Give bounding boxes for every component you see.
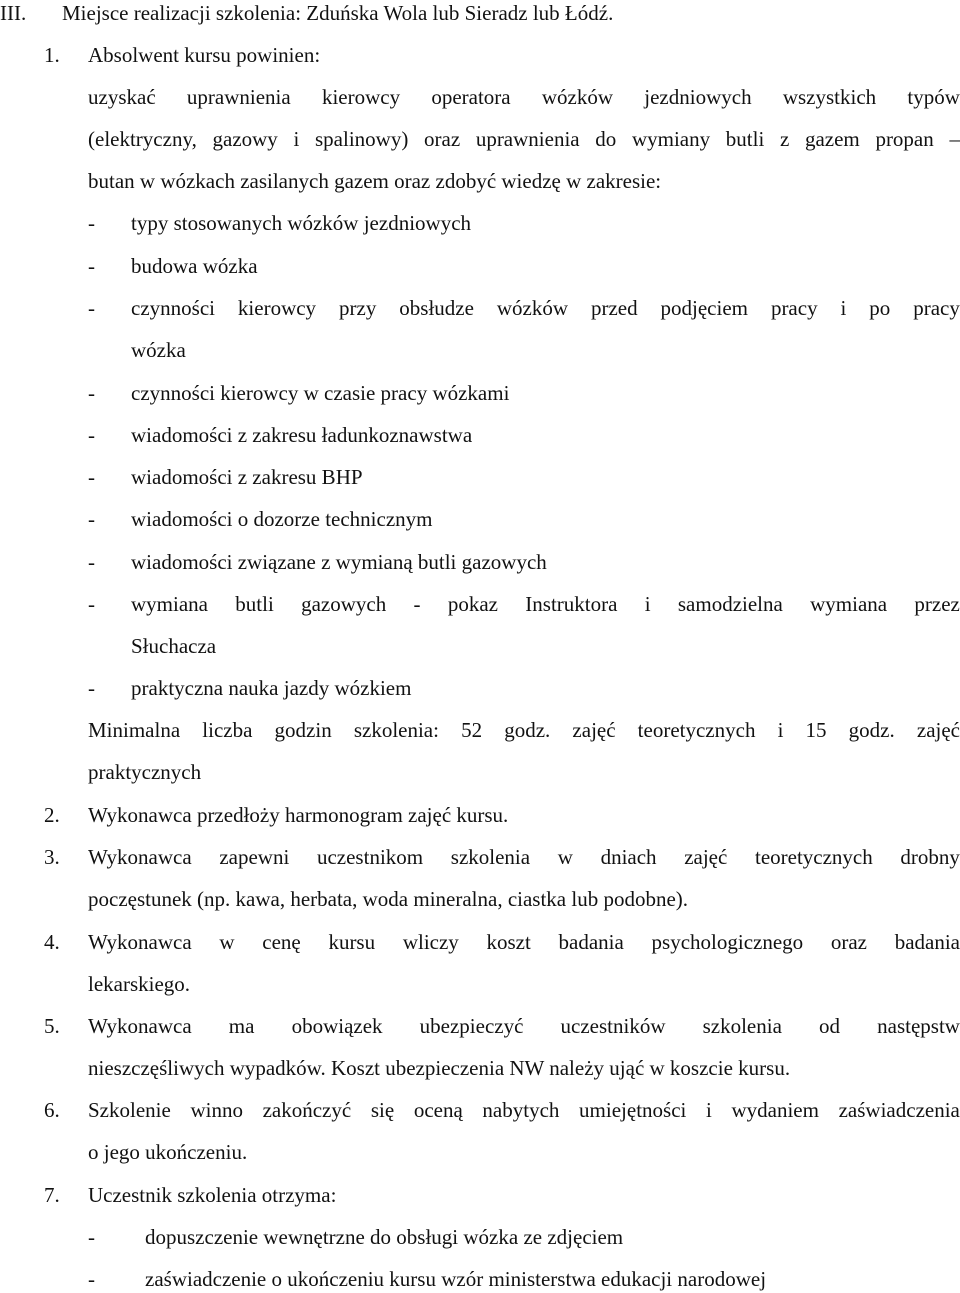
section-title: Miejsce realizacji szkolenia: Zduńska Wola lub Sieradz lub Łódź. [62, 1, 614, 25]
item-number: 5. [44, 1014, 60, 1038]
bullet-dash: - [88, 423, 95, 447]
word: teoretycznych [754, 845, 873, 869]
word: wszystkich [782, 85, 877, 109]
word: godz. [848, 718, 895, 742]
word: wydaniem [731, 1098, 819, 1122]
bullet-dash: - [88, 676, 95, 700]
word: Minimalna [88, 718, 181, 742]
word: uczestników [560, 1014, 666, 1038]
word: kierowcy [321, 85, 401, 109]
bullet-text [131, 594, 960, 615]
word: Wykonawca [88, 845, 192, 869]
bullet-dash: - [88, 1267, 95, 1291]
word: pokaz [447, 592, 498, 616]
item-text [88, 1016, 960, 1037]
word: gazowy [212, 127, 278, 151]
word: gazem [804, 127, 860, 151]
word: butli [725, 127, 765, 151]
word: typów [907, 85, 960, 109]
item-text: lekarskiego. [88, 972, 191, 996]
word: koszt [486, 930, 531, 954]
word: Wykonawca [88, 930, 192, 954]
word: i [777, 718, 784, 742]
bullet-text: dopuszczenie wewnętrzne do obsługi wózka ze zdjęciem [145, 1225, 624, 1249]
word: wymiany [631, 127, 711, 151]
word: spalinowy) [315, 127, 409, 151]
item-text: o jego ukończeniu. [88, 1140, 248, 1164]
word: wymiana [131, 592, 208, 616]
word: w [557, 845, 573, 869]
word: Instruktora [525, 592, 618, 616]
word: zajęć [916, 718, 960, 742]
bullet-text: Słuchacza [131, 634, 217, 658]
word: po [869, 296, 891, 320]
word: umiejętności [579, 1098, 687, 1122]
word: (elektryczny, [88, 127, 197, 151]
word: nabytych [482, 1098, 560, 1122]
item1-intro-line [88, 129, 960, 150]
bullet-text: praktyczna nauka jazdy wózkiem [131, 676, 412, 700]
word: zaświadczenia [838, 1098, 960, 1122]
bullet-dash: - [88, 296, 95, 320]
word: psychologicznego [651, 930, 804, 954]
word: ubezpieczyć [419, 1014, 524, 1038]
word: wymiana [810, 592, 888, 616]
bullet-dash: - [88, 507, 95, 531]
word: przy [339, 296, 377, 320]
word: liczba [202, 718, 253, 742]
bullet-text [131, 298, 960, 319]
word: zajęć [572, 718, 616, 742]
word: z [779, 127, 790, 151]
word: zajęć [684, 845, 728, 869]
word: przez [914, 592, 960, 616]
bullet-dash: - [88, 381, 95, 405]
word: i [706, 1098, 712, 1122]
word: butli [235, 592, 274, 616]
bullet-dash: - [88, 1225, 95, 1249]
word: uczestnikom [316, 845, 424, 869]
item-number: 2. [44, 803, 60, 827]
bullet-text: budowa wózka [131, 254, 258, 278]
word: oraz [424, 127, 461, 151]
item-title: Absolwent kursu powinien: [88, 43, 321, 67]
word: od [819, 1014, 841, 1038]
bullet-text: wiadomości o dozorze technicznym [131, 507, 433, 531]
word: w [219, 930, 235, 954]
item-text: Wykonawca przedłoży harmonogram zajęć kursu. [88, 803, 509, 827]
word: samodzielna [677, 592, 783, 616]
item-text: Uczestnik szkolenia otrzyma: [88, 1183, 337, 1207]
word: 52 [461, 718, 483, 742]
word: oraz [830, 930, 867, 954]
word: dniach [600, 845, 657, 869]
item-number: 1. [44, 43, 60, 67]
word: uzyskać [88, 85, 156, 109]
word: drobny [900, 845, 960, 869]
word: uprawnienia [475, 127, 580, 151]
word: godzin [274, 718, 332, 742]
word: teoretycznych [637, 718, 756, 742]
word: pracy [913, 296, 960, 320]
hours-line [88, 720, 960, 741]
bullet-text: wiadomości z zakresu BHP [131, 465, 363, 489]
word: gazowych [301, 592, 387, 616]
word: wózków [496, 296, 569, 320]
word: Szkolenie [88, 1098, 171, 1122]
word: operatora [431, 85, 511, 109]
word: zakończyć [262, 1098, 352, 1122]
bullet-dash: - [88, 592, 95, 616]
item-text [88, 1100, 960, 1121]
word: przed [590, 296, 638, 320]
item-number: 3. [44, 845, 60, 869]
item-text [88, 932, 960, 953]
word: – [949, 127, 960, 151]
word: godz. [504, 718, 551, 742]
word: i [840, 296, 847, 320]
bullet-text: czynności kierowcy w czasie pracy wózkami [131, 381, 510, 405]
word: jezdniowych [644, 85, 752, 109]
word: kursu [328, 930, 376, 954]
word: i [293, 127, 300, 151]
item-number: 4. [44, 930, 60, 954]
word: obsłudze [399, 296, 474, 320]
word: kierowcy [237, 296, 317, 320]
word: podjęciem [660, 296, 748, 320]
section-number: III. [0, 1, 27, 25]
word: szkolenia [702, 1014, 782, 1038]
item-text [88, 847, 960, 868]
bullet-dash: - [88, 465, 95, 489]
word: wliczy [402, 930, 459, 954]
item1-intro-line [88, 87, 960, 108]
word: szkolenia [450, 845, 531, 869]
word: propan [875, 127, 934, 151]
bullet-dash: - [88, 550, 95, 574]
word: badania [558, 930, 624, 954]
bullet-text: wiadomości związane z wymianą butli gazowych [131, 550, 547, 574]
word: oceną [413, 1098, 463, 1122]
item-text: nieszczęśliwych wypadków. Koszt ubezpieczenia NW należy ująć w koszcie kursu. [88, 1056, 791, 1080]
item-number: 7. [44, 1183, 60, 1207]
word: i [644, 592, 651, 616]
bullet-text: wiadomości z zakresu ładunkoznawstwa [131, 423, 473, 447]
word: wózków [541, 85, 614, 109]
bullet-text: wózka [131, 338, 186, 362]
word: zapewni [219, 845, 290, 869]
word: następstw [877, 1014, 960, 1038]
word: winno [190, 1098, 243, 1122]
word: cenę [262, 930, 301, 954]
word: obowiązek [291, 1014, 383, 1038]
word: czynności [131, 296, 215, 320]
word: się [370, 1098, 395, 1122]
word: pracy [770, 296, 818, 320]
item-text: poczęstunek (np. kawa, herbata, woda mineralna, ciastka lub podobne). [88, 887, 689, 911]
word: uprawnienia [186, 85, 291, 109]
item-number: 6. [44, 1098, 60, 1122]
bullet-text: zaświadczenie o ukończeniu kursu wzór ministerstwa edukacji narodowej [145, 1267, 767, 1291]
word: badania [894, 930, 960, 954]
hours-line: praktycznych [88, 760, 202, 784]
bullet-dash: - [88, 254, 95, 278]
word: 15 [805, 718, 827, 742]
word: - [413, 592, 421, 616]
word: szkolenia: [353, 718, 439, 742]
bullet-dash: - [88, 211, 95, 235]
bullet-text: typy stosowanych wózków jezdniowych [131, 211, 472, 235]
word: Wykonawca [88, 1014, 192, 1038]
item1-intro-line: butan w wózkach zasilanych gazem oraz zdobyć wiedzę w zakresie: [88, 169, 662, 193]
word: ma [228, 1014, 255, 1038]
word: do [595, 127, 617, 151]
